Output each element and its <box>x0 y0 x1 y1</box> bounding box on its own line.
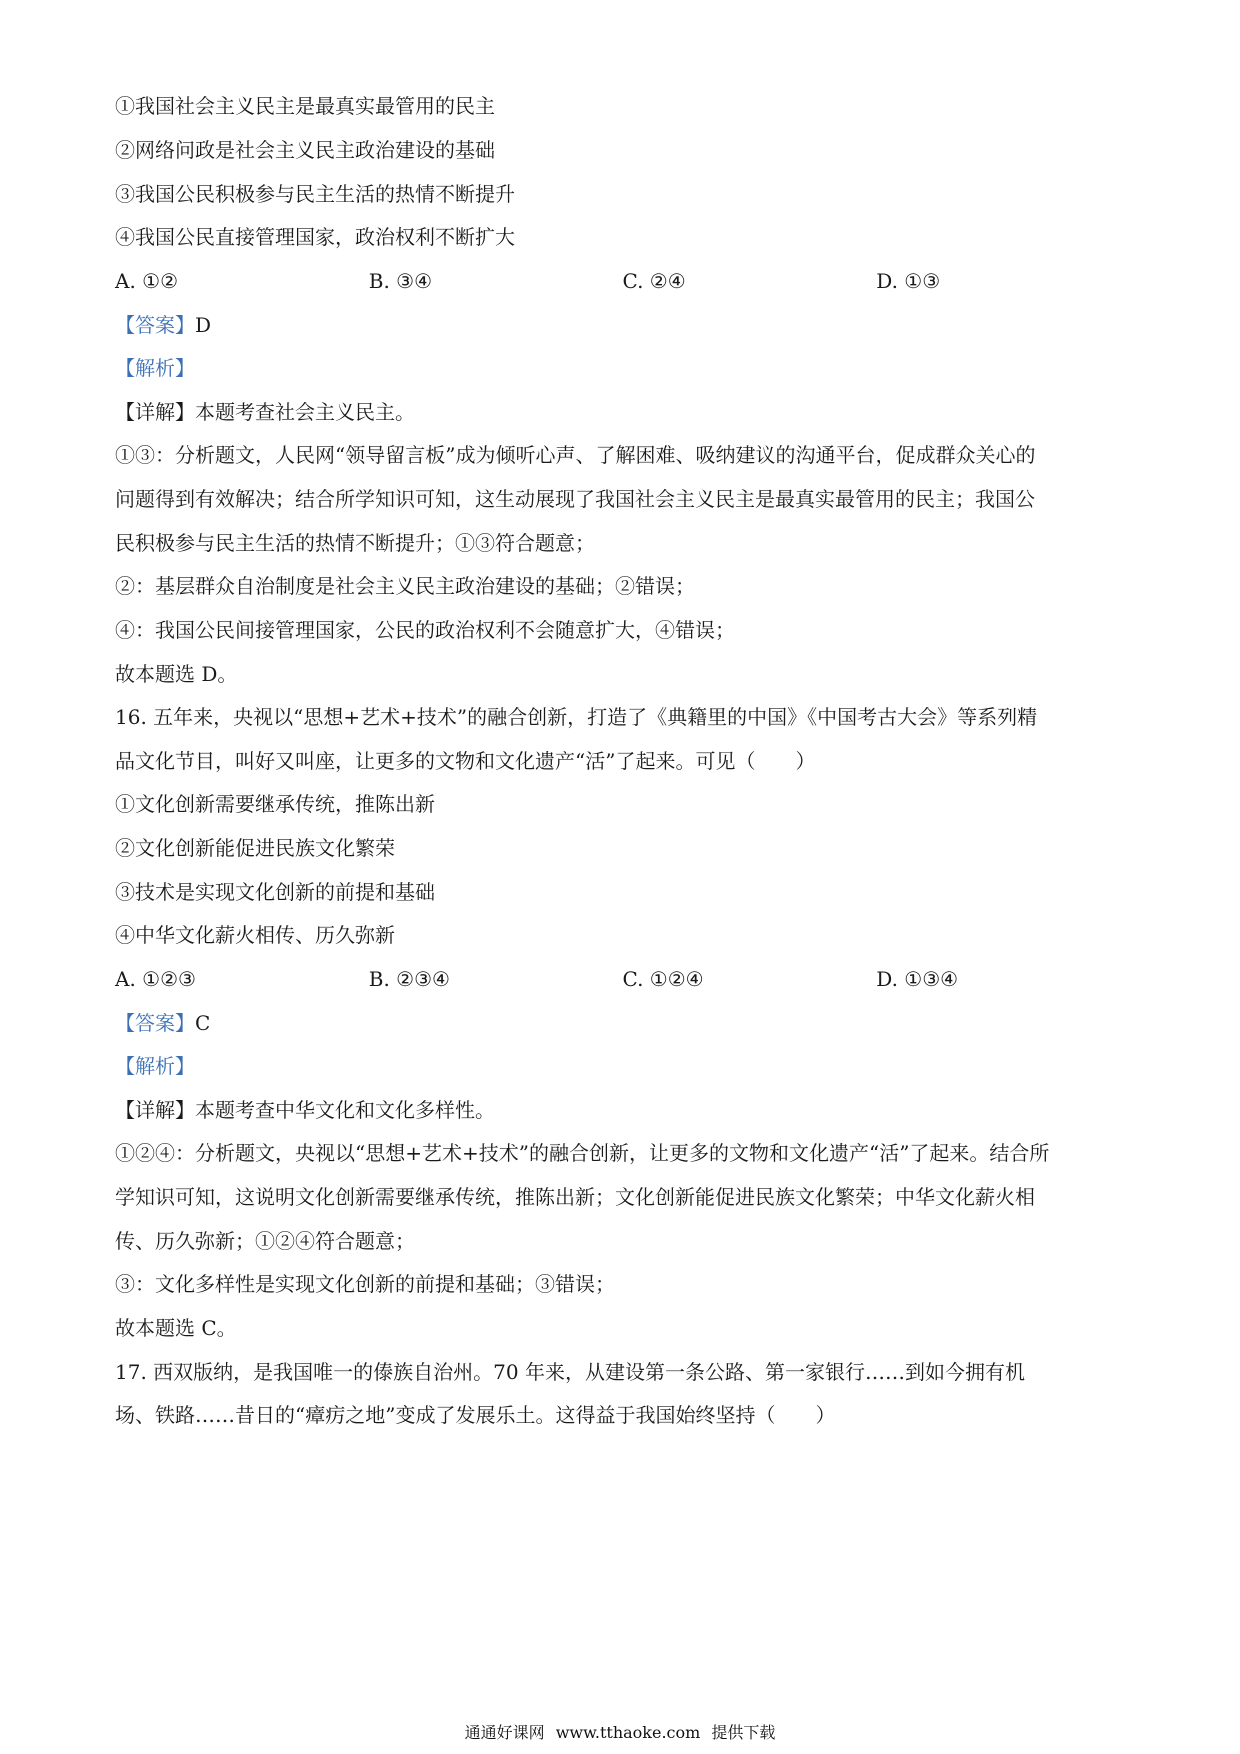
q16-item-2: ②文化创新能促进民族文化繁荣 <box>115 836 395 860</box>
q15-answer <box>115 311 1130 339</box>
answer-value: D <box>195 313 212 337</box>
q16-exp-2: 学知识可知，这说明文化创新需要继承传统，推陈出新；文化创新能促进民族文化繁荣；中华文化薪火相 <box>115 1185 1035 1209</box>
q16-item-1: ①文化创新需要继承传统，推陈出新 <box>115 792 435 816</box>
q16-item-4: ④中华文化薪火相传、历久弥新 <box>115 923 395 947</box>
page-footer <box>0 1722 1240 1744</box>
q15-option-d: D. ①③ <box>876 269 941 293</box>
q15-option-b: B. ③④ <box>368 269 433 293</box>
q17-stem-1: 17. 西双版纳，是我国唯一的傣族自治州。70 年来，从建设第一条公路、第一家银行……到如今拥有机 <box>115 1360 1025 1384</box>
q15-exp-2: 问题得到有效解决；结合所学知识可知，这生动展现了我国社会主义民主是最真实最管用的民主；我国公 <box>115 487 1035 511</box>
q15-exp-3: 民积极参与民主生活的热情不断提升；①③符合题意； <box>115 531 595 555</box>
answer-tag: 【答案】 <box>115 313 195 337</box>
q16-analysis-tag: 【解析】 <box>115 1054 195 1078</box>
q16-exp-3: 传、历久弥新；①②④符合题意； <box>115 1229 415 1253</box>
q15-option-a: A. ①② <box>115 269 179 293</box>
q16-detail: 【详解】本题考查中华文化和文化多样性。 <box>115 1098 495 1122</box>
q15-exp-5: ④：我国公民间接管理国家，公民的政治权利不会随意扩大，④错误； <box>115 618 735 642</box>
q16-option-c: C. ①②④ <box>622 967 704 991</box>
answer-value: C <box>195 1011 211 1035</box>
q16-option-a: A. ①②③ <box>115 967 196 991</box>
q15-item-1: ①我国社会主义民主是最真实最管用的民主 <box>115 94 495 118</box>
q15-exp-1: ①③：分析题文，人民网“领导留言板”成为倾听心声、了解困难、吸纳建议的沟通平台，促成群众关心的 <box>115 443 1036 467</box>
q15-detail: 【详解】本题考查社会主义民主。 <box>115 400 415 424</box>
q15-options <box>115 267 1130 295</box>
footer-url[interactable]: www.tthaoke.com <box>555 1723 701 1742</box>
q16-stem-2: 品文化节目，叫好又叫座，让更多的文物和文化遗产“活”了起来。可见（ ） <box>115 749 816 773</box>
q15-exp-4: ②：基层群众自治制度是社会主义民主政治建设的基础；②错误； <box>115 574 695 598</box>
q16-stem-1: 16. 五年来，央视以“思想+艺术+技术”的融合创新，打造了《典籍里的中国》《中国考古大会》等系列精 <box>115 705 1038 729</box>
q16-exp-5: 故本题选 C。 <box>115 1316 237 1340</box>
q16-answer <box>115 1009 1130 1037</box>
q16-item-3: ③技术是实现文化创新的前提和基础 <box>115 880 435 904</box>
q16-exp-1: ①②④：分析题文，央视以“思想+艺术+技术”的融合创新，让更多的文物和文化遗产“活”了起来。结合所 <box>115 1141 1050 1165</box>
footer-site-name: 通通好课网 <box>464 1723 545 1742</box>
q16-option-b: B. ②③④ <box>368 967 450 991</box>
q15-item-4: ④我国公民直接管理国家，政治权利不断扩大 <box>115 225 515 249</box>
q16-exp-4: ③：文化多样性是实现文化创新的前提和基础；③错误； <box>115 1272 615 1296</box>
q15-item-3: ③我国公民积极参与民主生活的热情不断提升 <box>115 182 515 206</box>
q15-item-2: ②网络问政是社会主义民主政治建设的基础 <box>115 138 495 162</box>
q15-analysis-tag: 【解析】 <box>115 356 195 380</box>
answer-tag: 【答案】 <box>115 1011 195 1035</box>
footer-suffix: 提供下载 <box>711 1723 776 1742</box>
q15-option-c: C. ②④ <box>622 269 686 293</box>
q17-stem-2: 场、铁路……昔日的“瘴疠之地”变成了发展乐土。这得益于我国始终坚持（ ） <box>115 1403 836 1427</box>
q15-exp-6: 故本题选 D。 <box>115 662 238 686</box>
q16-option-d: D. ①③④ <box>876 967 959 991</box>
q16-options <box>115 965 1130 993</box>
